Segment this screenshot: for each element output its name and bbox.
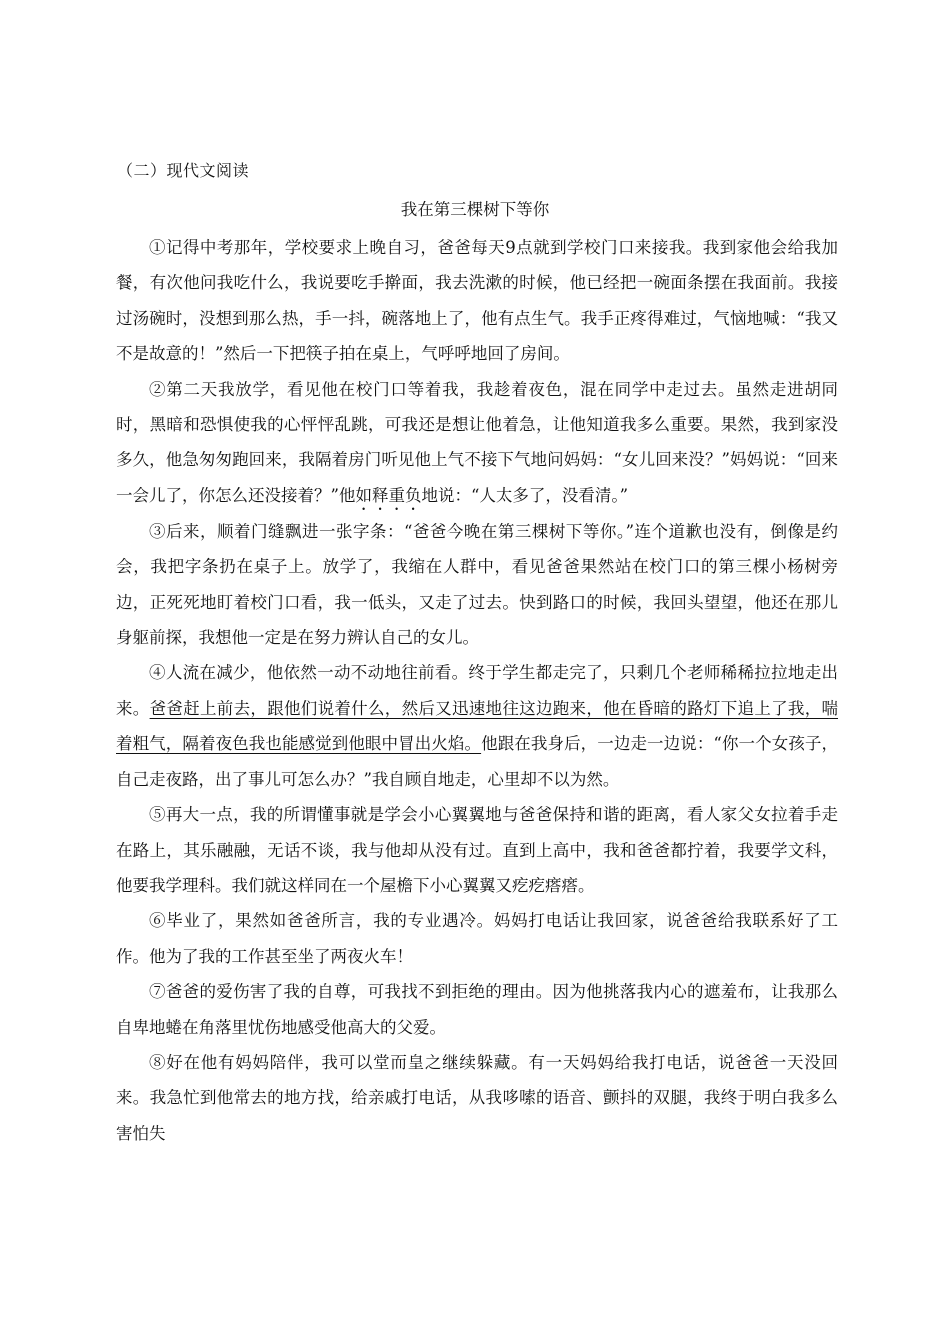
paragraph-6: ⑥毕业了，果然如爸爸所言，我的专业遇冷。妈妈打电话让我回家，说爸爸给我联系好了工作。他为了我的工作甚至坐了两夜火车！ bbox=[116, 911, 838, 966]
paragraph-4-text-a: ④人流在减少，他依然一动不动地往前看。终于学生都走完了，只剩几个老师稀稀拉拉地走出来。 bbox=[116, 663, 838, 718]
paragraph-2-text-b: 地说：“人太多了，没看清。” bbox=[421, 485, 629, 505]
paragraph-8: ⑧好在他有妈妈陪伴，我可以堂而皇之继续躲藏。有一天妈妈给我打电话，说爸爸一天没回来。我急忙到他常去的地方找，给亲戚打电话，从我哆嗦的语音、颤抖的双腿，我终于明白我多么害怕失 bbox=[116, 1052, 838, 1143]
paragraph-4 bbox=[116, 655, 838, 797]
paragraph-3: ③后来，顺着门缝飘进一张字条：“爸爸今晚在第三棵树下等你。”连个道歉也没有，倒像是约会，我把字条扔在桌子上。放学了，我缩在人群中，看见爸爸果然站在校门口的第三棵小杨树旁边，正死死地盯着校门口看，我一低头，又走了过去。快到路口的时候，我回头望望，他还在那儿身躯前探，我想他一定是在努力辨认自己的女儿。 bbox=[116, 521, 838, 648]
underlined-sentence: 爸爸赶上前去，跟他们说着什么，然后又迅速地往这边跑来，他在昏暗的路灯下追上了我，喘着粗气，隔着夜色我也能感觉到他眼中冒出火焰。 bbox=[116, 698, 839, 754]
paragraph-2 bbox=[116, 372, 838, 514]
dotted-phrase: 如释重负 bbox=[355, 485, 422, 505]
article-title: 我在第三棵树下等你 bbox=[400, 200, 550, 219]
article-body bbox=[116, 230, 838, 1151]
section-heading: （二）现代文阅读 bbox=[117, 161, 250, 180]
paragraph-4-text-b: 他跟在我身后，一边走一边说：“你一个女孩子，自己走夜路，出了事儿可怎么办？”我自顾自地走，心里却不以为然。 bbox=[116, 734, 839, 789]
paragraph-7: ⑦爸爸的爱伤害了我的自尊，可我找不到拒绝的理由。因为他挑落我内心的遮羞布，让我那么自卑地蜷在角落里忧伤地感受他高大的父爱。 bbox=[116, 982, 838, 1037]
paragraph-2-text-a: ②第二天我放学，看见他在校门口等着我，我趁着夜色，混在同学中走过去。虽然走进胡同时，黑暗和恐惧使我的心怦怦乱跳，可我还是想让他着急，让他知道我多么重要。果然，我到家没多久，他急匆匆跑回来，我隔着房门听见他上气不接下气地问妈妈：“女儿回来没？”妈妈说：“回来一会儿了，你怎么还没接着？”他 bbox=[116, 379, 838, 505]
paragraph-5: ⑤再大一点，我的所谓懂事就是学会小心翼翼地与爸爸保持和谐的距离，看人家父女拉着手走在路上，其乐融融，无话不谈，我与他却从没有过。直到上高中，我和爸爸都拧着，我要学文科，他要我学理科。我们就这样同在一个屋檐下小心翼翼又疙疙瘩瘩。 bbox=[116, 805, 838, 895]
paragraph-1: ①记得中考那年，学校要求上晚自习，爸爸每天9点就到学校门口来接我。我到家他会给我加餐，有次他问我吃什么，我说要吃手擀面，我去洗漱的时候，他已经把一碗面条摆在我面前。我接过汤碗时，没想到那么热，手一抖，碗落地上了，他有点生气。我手正疼得难过，气恼地喊：“我又不是故意的！”然后一下把筷子拍在桌上，气呼呼地回了房间。 bbox=[116, 238, 838, 364]
